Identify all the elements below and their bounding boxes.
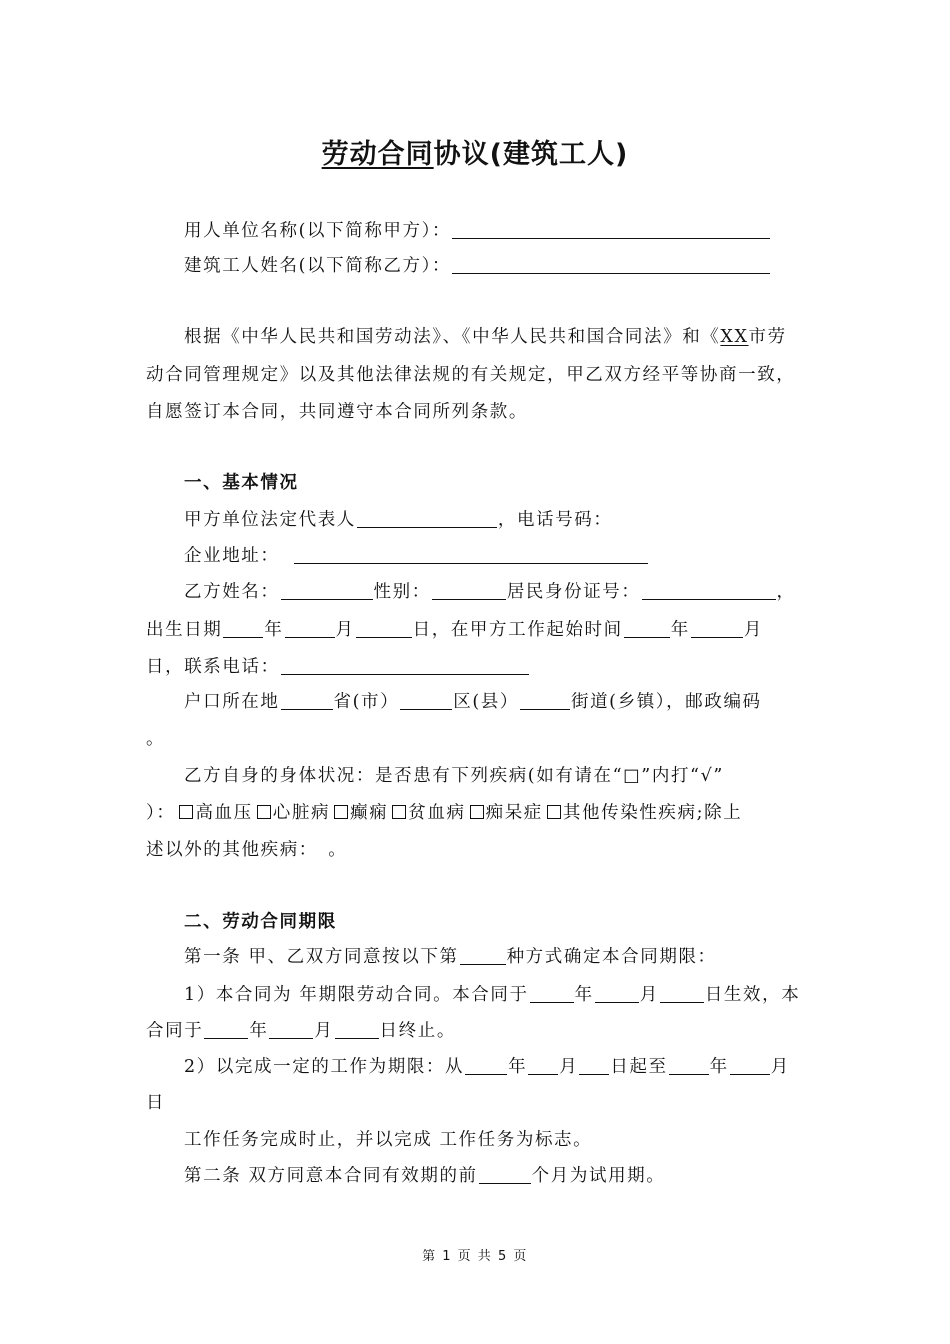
worker-info-line: 乙方姓名： 性别： 居民身份证号： ， <box>184 582 796 602</box>
representative-line: 甲方单位法定代表人 ，电话号码： <box>184 510 613 530</box>
option-2-line-3: 工作任务完成时止，并以完成 工作任务为标志。 <box>184 1130 593 1150</box>
checkbox-anemia[interactable] <box>392 805 406 819</box>
birth-date-line: 出生日期 年 月 日，在甲方工作起始时间 年 月 <box>146 620 763 640</box>
health-line-3: 述以外的其他疾病： 。 <box>146 840 348 860</box>
employer-line: 用人单位名称(以下简称甲方）： <box>184 219 771 243</box>
option-1-line-2: 合同于 年 月 日终止。 <box>146 1021 456 1041</box>
worker-line: 建筑工人姓名(以下简称乙方）： <box>184 254 771 278</box>
section-2-heading: 二、劳动合同期限 <box>184 912 337 932</box>
page-footer: 第 1 页 共 5 页 <box>422 1249 528 1264</box>
preamble-line-1: 根据《中华人民共和国劳动法》、《中华人民共和国合同法》和《XX市劳 <box>184 327 787 347</box>
address-blank <box>294 545 648 564</box>
checkbox-infectious[interactable] <box>547 805 561 819</box>
address-line: 企业地址： <box>184 544 649 568</box>
option-2-line-2: 日 <box>146 1093 166 1113</box>
document-title <box>0 132 950 171</box>
title-underlined-part: 劳动合同 <box>321 139 434 170</box>
health-line-1: 乙方自身的身体状况：是否患有下列疾病(如有请在“□”内打“√” <box>184 766 724 786</box>
article-2-line: 第二条 双方同意本合同有效期的前 个月为试用期。 <box>184 1166 666 1186</box>
section-1-heading: 一、基本情况 <box>184 473 299 493</box>
checkbox-heart-disease[interactable] <box>257 805 271 819</box>
checkbox-dementia[interactable] <box>470 805 484 819</box>
employer-blank <box>452 220 770 239</box>
article-1-line: 第一条 甲、乙双方同意按以下第 种方式确定本合同期限： <box>184 947 717 967</box>
hukou-period: 。 <box>146 729 166 749</box>
title-rest: 协议(建筑工人) <box>433 139 629 170</box>
option-1-line-1: 1）本合同为 年期限劳动合同。本合同于 年 月 日生效，本 <box>184 985 801 1005</box>
preamble-line-3: 自愿签订本合同，共同遵守本合同所列条款。 <box>146 402 528 422</box>
contact-phone-line: 日，联系电话： <box>146 655 530 679</box>
worker-blank <box>452 255 770 274</box>
health-line-2: ）： 高血压 心脏病 癫痫 贫血病 痴呆症 其他传染性疾病;除上 <box>146 803 743 823</box>
representative-blank <box>357 509 497 528</box>
hukou-line: 户口所在地 省(市） 区(县） 街道(乡镇），邮政编码 <box>184 692 762 712</box>
contact-phone-blank <box>281 656 529 675</box>
option-2-line-1: 2）以完成一定的工作为期限：从 年 月 日起至 年 月 <box>184 1057 790 1077</box>
checkbox-hypertension[interactable] <box>179 805 193 819</box>
checkbox-epilepsy[interactable] <box>334 805 348 819</box>
preamble-line-2: 动合同管理规定》以及其他法律法规的有关规定，甲乙双方经平等协商一致， <box>146 365 796 385</box>
